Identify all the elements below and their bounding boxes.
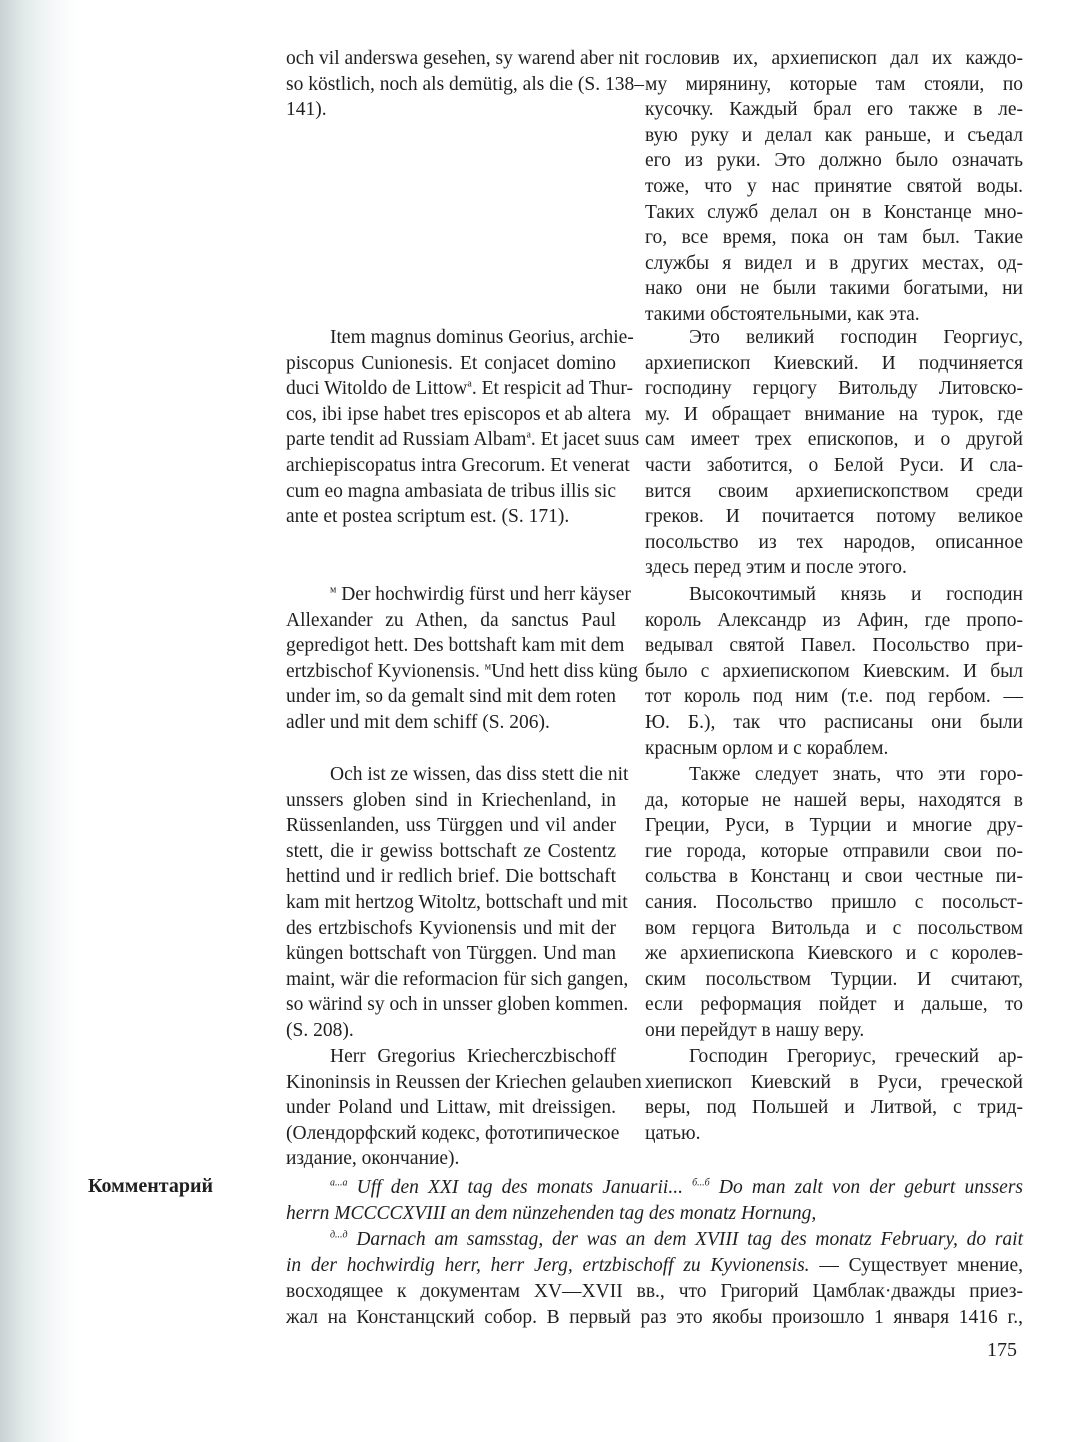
- text-line: adler und mit dem schiff (S. 206).: [286, 711, 550, 733]
- left-paragraph-2: [286, 325, 640, 530]
- text-line: архиепископ Киевский. И подчиняется: [645, 352, 1023, 374]
- text-line: [286, 1175, 1023, 1201]
- text-line: under Poland und Littaw, mit dreissigen.: [286, 1097, 616, 1119]
- text-fragment: in der hochwirdig herr, herr Jerg, ertzbischoff zu Kyvionensis.: [286, 1255, 810, 1276]
- text-line: если реформация пойдет и дальше, то: [645, 994, 1023, 1016]
- text-line: такими обстоятельными, как эта.: [645, 303, 920, 325]
- text-line: вом герцога Витольда и с посольством: [645, 917, 1023, 939]
- text-fragment: Und hett diss küng: [491, 660, 638, 682]
- text-line: Och ist ze wissen, das diss stett die nit: [330, 764, 629, 785]
- text-line: господину герцогу Витольду Литовско-: [645, 378, 1023, 400]
- footnote-marker: м: [330, 584, 337, 596]
- text-line: ante et postea scriptum est. (S. 171).: [286, 506, 570, 528]
- text-line: gepredigot hett. Des bottshaft kam mit dem: [286, 635, 625, 657]
- right-paragraph-1: [645, 46, 1023, 328]
- text-line: греков. И почитается потому великое: [645, 506, 1023, 528]
- text-fragment: parte tendit ad Russiam Albam: [286, 429, 527, 451]
- text-line: му. И обращает внимание на турок, где: [645, 403, 1023, 425]
- text-line: Греции, Руси, в Турции и многие дру-: [645, 815, 1023, 837]
- text-line: [286, 1253, 1023, 1279]
- text-line: maint, wär die reformacion für sich gangen,: [286, 968, 629, 990]
- footnote-marker: а...а: [330, 1177, 348, 1189]
- right-paragraph-3: [645, 582, 1023, 761]
- text-line: archiepiscopatus intra Grecorum. Et venerat: [286, 454, 630, 476]
- text-line: тот король под ним (т.е. под гербом. —: [645, 686, 1023, 708]
- text-fragment: duci Witoldo de Littow: [286, 378, 468, 400]
- text-line: ским посольством Турции. И считают,: [645, 968, 1023, 990]
- text-line: посольство из тех народов, описанное: [645, 531, 1023, 553]
- text-line: кусочку. Каждый брал его также в ле-: [645, 99, 1023, 121]
- text-fragment: . Et jacet suus: [530, 429, 640, 451]
- footnote-marker: м: [484, 661, 492, 673]
- text-line: [286, 1227, 1023, 1253]
- right-paragraph-4: [645, 762, 1023, 1044]
- commentary-block: [286, 1175, 1023, 1331]
- text-line: издание, окончание).: [286, 1148, 460, 1170]
- text-line: сам имеет трех епископов, и о другой: [645, 429, 1023, 451]
- text-line: piscopus Cunionesis. Et conjacet domino: [286, 352, 616, 374]
- text-line: король Александр из Афин, где пропо-: [645, 609, 1023, 631]
- text-line: жал на Констанцский собор. В первый раз это якобы произошло 1 января 1416 г.,: [286, 1307, 1023, 1328]
- text-fragment: ertzbischof Kyvionensis.: [286, 660, 485, 682]
- text-line: (Олендорфский кодекс, фототипическое: [286, 1122, 620, 1144]
- text-line: [286, 659, 638, 685]
- text-line: Kinoninsis in Reussen der Kriechen gelauben: [286, 1071, 642, 1093]
- text-line: сольства в Констанц и свои честные пи-: [645, 866, 1023, 888]
- text-line: Item magnus dominus Georius, archie-: [330, 327, 634, 348]
- text-line: Также следует знать, что эти горо-: [689, 764, 1023, 785]
- text-line: они перейдут в нашу веру.: [645, 1019, 865, 1041]
- text-line: och vil anderswa gesehen, sy warend aber nit: [286, 48, 640, 69]
- text-line: cum eo magna ambasiata de tribus illis sic: [286, 480, 616, 502]
- text-line: [286, 376, 633, 402]
- text-line: (S. 208).: [286, 1019, 354, 1041]
- text-line: küngen bottschaft von Türggen. Und man: [286, 943, 616, 965]
- page-number: 175: [987, 1339, 1017, 1361]
- text-line: Это великий господин Георгиус,: [689, 327, 1023, 348]
- left-paragraph-3: [286, 582, 638, 736]
- text-line: хиепископ Киевский в Руси, греческой: [645, 1071, 1023, 1093]
- text-line: unssers globen sind in Kriechenland, in: [286, 789, 616, 811]
- text-line: hettind und ir redlich brief. Die bottschaft: [286, 866, 616, 888]
- text-line: kam mit hertzog Witoltz, bottschaft und mit: [286, 891, 628, 913]
- text-line: cos, ibi ipse habet tres episcopos et ab altera: [286, 403, 631, 425]
- commentary-heading: Комментарий: [88, 1175, 214, 1197]
- text-line: ведывал святой Павел. Посольство при-: [645, 635, 1023, 657]
- text-line: веры, под Польшей и Литвой, с трид-: [645, 1097, 1023, 1119]
- text-line: des ertzbischofs Kyvionensis und mit der: [286, 917, 616, 939]
- text-line: so wärind sy och in unsser globen kommen.: [286, 994, 629, 1016]
- text-line: herrn MCCCCXVIII an dem nünzehenden tag des monatz Hornung,: [286, 1203, 817, 1224]
- footnote-marker: д...д: [330, 1229, 348, 1241]
- text-fragment: Do man zalt von der geburt unssers: [709, 1177, 1023, 1198]
- footnote-marker: a: [467, 378, 472, 390]
- text-line: 141).: [286, 99, 327, 121]
- text-line: тоже, что у нас принятие святой воды.: [645, 175, 1023, 197]
- text-line: Высокочтимый князь и господин: [689, 584, 1023, 605]
- text-line: [286, 582, 631, 608]
- text-line: гословив их, архиепископ дал их каждо-: [645, 48, 1023, 69]
- footnote-marker: б...б: [692, 1177, 710, 1189]
- text-line: Herr Gregorius Kriecherczbischoff: [330, 1046, 616, 1067]
- text-line: было с архиепископом Киевским. И был: [645, 660, 1023, 682]
- text-line: же архиепископа Киевского и с королев-: [645, 943, 1023, 965]
- text-line: нако они не были такими богатыми, ни: [645, 278, 1023, 300]
- left-paragraph-5: [286, 1044, 642, 1172]
- text-line: вится своим архиепископством среди: [645, 480, 1023, 502]
- left-paragraph-4: [286, 762, 629, 1044]
- text-line: so köstlich, noch als demütig, als die (S. 138–: [286, 73, 645, 95]
- text-line: го, все время, пока он там был. Такие: [645, 227, 1023, 249]
- text-line: му мирянину, которые там стояли, по: [645, 73, 1023, 95]
- text-line: Таких служб делал он в Констанце мно-: [645, 201, 1023, 223]
- text-line: красным орлом и с кораблем.: [645, 737, 889, 759]
- text-line: сания. Посольство пришло с посольст-: [645, 891, 1023, 913]
- text-line: Allexander zu Athen, da sanctus Paul: [286, 609, 616, 631]
- text-line: восходящее к документам XV—XVII вв., что Григорий Цамблак·дважды приез-: [286, 1281, 1023, 1302]
- text-fragment: — Существует мнение,: [809, 1255, 1023, 1276]
- text-line: Господин Грегориус, греческий ар-: [689, 1046, 1023, 1067]
- text-line: его из руки. Это должно было означать: [645, 150, 1023, 172]
- text-line: [286, 427, 640, 453]
- text-fragment: . Et respicit ad Thur-: [471, 378, 633, 400]
- text-fragment: Uff den XXI tag des monats Januarii...: [347, 1177, 693, 1198]
- text-line: да, которые не нашей веры, находятся в: [645, 789, 1023, 811]
- text-fragment: Der hochwirdig fürst und herr käyser: [336, 584, 631, 605]
- text-line: Rüssenlanden, uss Türggen und vil ander: [286, 815, 616, 837]
- right-paragraph-5: [645, 1044, 1023, 1146]
- text-line: вую руку и делал как раньше, и съедал: [645, 124, 1023, 146]
- text-line: stett, die ir gewiss bottschaft ze Costentz: [286, 840, 616, 862]
- text-line: under im, so da gemalt sind mit dem roten: [286, 686, 616, 708]
- left-paragraph-1: [286, 46, 645, 123]
- text-line: здесь перед этим и после этого.: [645, 557, 907, 579]
- text-line: Ю. Б.), так что расписаны они были: [645, 711, 1023, 733]
- text-line: цатью.: [645, 1122, 701, 1144]
- text-line: гие города, которые отправили свои по-: [645, 840, 1023, 862]
- text-line: службы я видел и в других местах, од-: [645, 252, 1023, 274]
- text-line: части заботится, о Белой Руси. И сла-: [645, 454, 1023, 476]
- right-paragraph-2: [645, 325, 1023, 581]
- text-fragment: Darnach am samsstag, der was an dem XVIII tag des monatz February, do rait: [347, 1229, 1023, 1250]
- footnote-marker: a: [526, 429, 531, 441]
